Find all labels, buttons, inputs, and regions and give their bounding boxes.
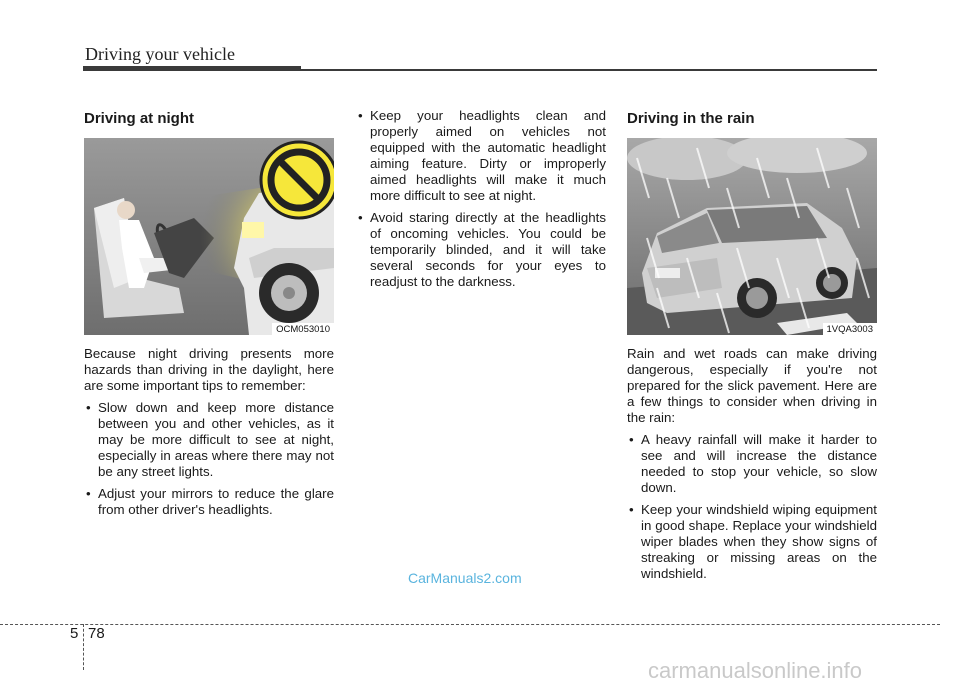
- list-item: [627, 432, 877, 496]
- list-item-text: Adjust your mirrors to reduce the glare from other driver's headlights.: [98, 486, 334, 517]
- list-item-text: Slow down and keep more distance between you and other vehicles, as it may be more difficult to see at night, especially in areas where there may not be any street lights.: [98, 400, 334, 479]
- list-item: [356, 210, 606, 290]
- header-rule: [301, 69, 877, 71]
- night-tips-list-cont: [356, 108, 606, 290]
- list-item: [84, 486, 334, 518]
- list-item-text: A heavy rainfall will make it harder to see and will increase the distance needed to stop your vehicle, so slow down.: [641, 432, 877, 495]
- list-item-text: Keep your windshield wiping equipment in good shape. Replace your windshield wiper blades when they show signs of streaking or missing areas on the windshield.: [641, 502, 877, 581]
- rain-intro-paragraph: Rain and wet roads can make driving dangerous, especially if you're not prepared for the slick pavement. Here are a few things to consider when driving in the rain:: [627, 346, 877, 425]
- bullet-glyph: •: [629, 432, 634, 447]
- rain-driving-drawing: [627, 138, 877, 335]
- night-driving-illustration: [84, 138, 334, 335]
- figure-code: OCM053010: [272, 323, 334, 335]
- page-header-title: Driving your vehicle: [85, 44, 235, 64]
- footer-rule: [0, 624, 940, 625]
- rain-tips-list: [627, 432, 877, 582]
- list-item: [627, 502, 877, 582]
- list-item: [356, 108, 606, 204]
- bullet-glyph: •: [358, 108, 363, 123]
- section-number: 5: [70, 625, 79, 642]
- bullet-glyph: •: [629, 502, 634, 517]
- column-night-driving: [84, 110, 334, 518]
- night-tips-list: [84, 400, 334, 518]
- list-item-text: Avoid staring directly at the headlights of oncoming vehicles. You could be temporarily blinded, and it will take several seconds for your eyes to readjust to the darkness.: [370, 210, 606, 289]
- site-watermark-link[interactable]: carmanualsonline.info: [648, 658, 863, 683]
- figure-code: 1VQA3003: [823, 323, 877, 335]
- list-item-text: Keep your headlights clean and properly aimed on vehicles not equipped with the automatic headlight aiming feature. Dirty or improperly aimed headlights will make it much more difficult to see at night.: [370, 108, 606, 203]
- page-number: 78: [88, 625, 105, 642]
- bullet-glyph: •: [86, 486, 91, 501]
- bullet-glyph: •: [358, 210, 363, 225]
- rain-driving-illustration: [627, 138, 877, 335]
- night-intro-paragraph: Because night driving presents more hazards than driving in the daylight, here are some important tips to remember:: [84, 346, 334, 393]
- header-bar: [83, 66, 301, 71]
- section-heading-night: Driving at night: [84, 110, 194, 127]
- column-rain-driving: [627, 110, 877, 582]
- column-night-driving-cont: [356, 108, 606, 290]
- list-item: [84, 400, 334, 480]
- watermark-link[interactable]: CarManuals2.com: [408, 570, 522, 586]
- section-heading-rain: Driving in the rain: [627, 110, 755, 127]
- footer-divider: [83, 624, 84, 670]
- night-driving-drawing: [84, 138, 334, 335]
- bullet-glyph: •: [86, 400, 91, 415]
